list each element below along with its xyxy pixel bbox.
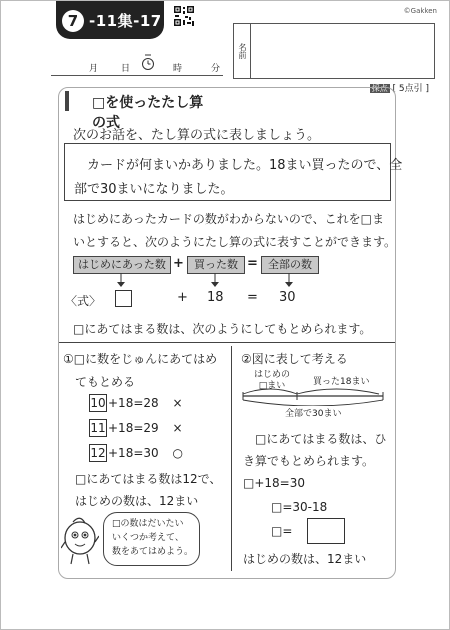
trial-row-2 (89, 419, 183, 437)
word-equals: = (247, 256, 258, 271)
method2-eq2: □=30-18 (271, 500, 328, 514)
unknown-square (115, 290, 132, 307)
qr-code-icon[interactable] (173, 5, 195, 27)
method1-result-line1: □にあてはまる数は12で、 (75, 472, 222, 486)
hint-line-1: □の数はだいたい (112, 519, 184, 529)
date-line[interactable] (51, 61, 223, 76)
day-label: 日 (121, 64, 131, 74)
method2-eq3: □= (271, 524, 293, 538)
explain-line-1: はじめにあったカードの数がわからないので、これを□ま (73, 212, 384, 226)
month-label: 月 (89, 64, 99, 74)
name-field[interactable] (233, 23, 435, 79)
lesson-tab (56, 1, 164, 39)
trial-number: 10 (90, 396, 106, 410)
clock-icon (141, 53, 155, 71)
correct-mark-icon: ○ (172, 446, 183, 460)
trial-equation: +18=29 (108, 421, 159, 435)
section-heading (65, 90, 215, 131)
score-text: [ 5点引 ] (392, 84, 429, 94)
formula-30: 30 (279, 290, 296, 305)
section-divider (59, 342, 395, 343)
heading-bar (65, 91, 69, 111)
wrong-mark-icon: × (172, 421, 183, 435)
lesson-number: 7 (62, 10, 84, 32)
method2-text-line1: □にあてはまる数は、ひ (255, 432, 387, 446)
story-box (64, 143, 403, 201)
explain-line-2: いとすると、次のようにたし算の式に表すことができます。 (73, 235, 397, 249)
formula-18: 18 (207, 290, 224, 305)
section-title: □を使ったたし算の式 (92, 95, 204, 131)
hint-bubble (103, 512, 200, 566)
method1-title-line2: てもとめる (75, 375, 136, 389)
word-plus: + (173, 256, 184, 271)
label-initial-count: はじめにあった数 (73, 256, 171, 274)
method2-title: ②図に表して考える (241, 352, 348, 366)
intro-text: 次のお話を、たし算の式に表しましょう。 (73, 128, 321, 143)
trial-row-3 (89, 444, 183, 462)
answer-input-box[interactable] (307, 518, 345, 544)
trial-row-1 (89, 394, 183, 412)
trial-number: 12 (90, 446, 106, 460)
content-panel (58, 87, 403, 579)
method2-text-line2: き算でもとめられます。 (243, 454, 375, 468)
publisher-credit: ©Gakken (403, 7, 437, 15)
name-label: 名前 (234, 24, 251, 78)
wrong-mark-icon: × (172, 396, 183, 410)
hint-line-3: 数をあてはめよう。 (112, 547, 194, 557)
method2-result: はじめの数は、12まい (243, 552, 367, 566)
score-tag: 採点 (371, 84, 388, 93)
story-line-1: カードが何まいかありました。18まい買ったので、全 (87, 158, 403, 173)
trial-equation: +18=30 (108, 446, 159, 460)
hour-label: 時 (173, 64, 183, 74)
arrows-down-icon (59, 273, 395, 287)
method1-result-line2: はじめの数は、12まい (75, 494, 199, 508)
method1-title-line1: ①□に数をじゅんにあてはめ (63, 352, 218, 366)
story-line-2: 部で30まいになりました。 (74, 182, 234, 197)
method2-eq1: □+18=30 (243, 476, 305, 490)
hint-line-2: いくつか考えて、 (112, 533, 184, 543)
mascot-icon (61, 516, 99, 568)
diagram-total-label: 全部で30まい (283, 406, 343, 419)
formula-label: 〈式〉 (65, 294, 102, 308)
find-text: □にあてはまる数は、次のようにしてもとめられます。 (73, 322, 372, 336)
trial-number: 11 (90, 421, 106, 435)
diagram-initial-line2: □まい (258, 381, 286, 391)
diagram-bought-label: 買った18まい (313, 377, 370, 387)
diagram-initial-line1: はじめの (253, 370, 290, 380)
minute-label: 分 (211, 64, 221, 74)
label-total-count: 全部の数 (261, 256, 319, 274)
column-divider (231, 346, 232, 571)
lesson-title: -11集-17 (89, 12, 162, 30)
formula-plus: + (177, 290, 188, 305)
formula-equals: = (247, 290, 258, 305)
label-bought-count: 買った数 (187, 256, 245, 274)
trial-equation: +18=28 (108, 396, 159, 410)
